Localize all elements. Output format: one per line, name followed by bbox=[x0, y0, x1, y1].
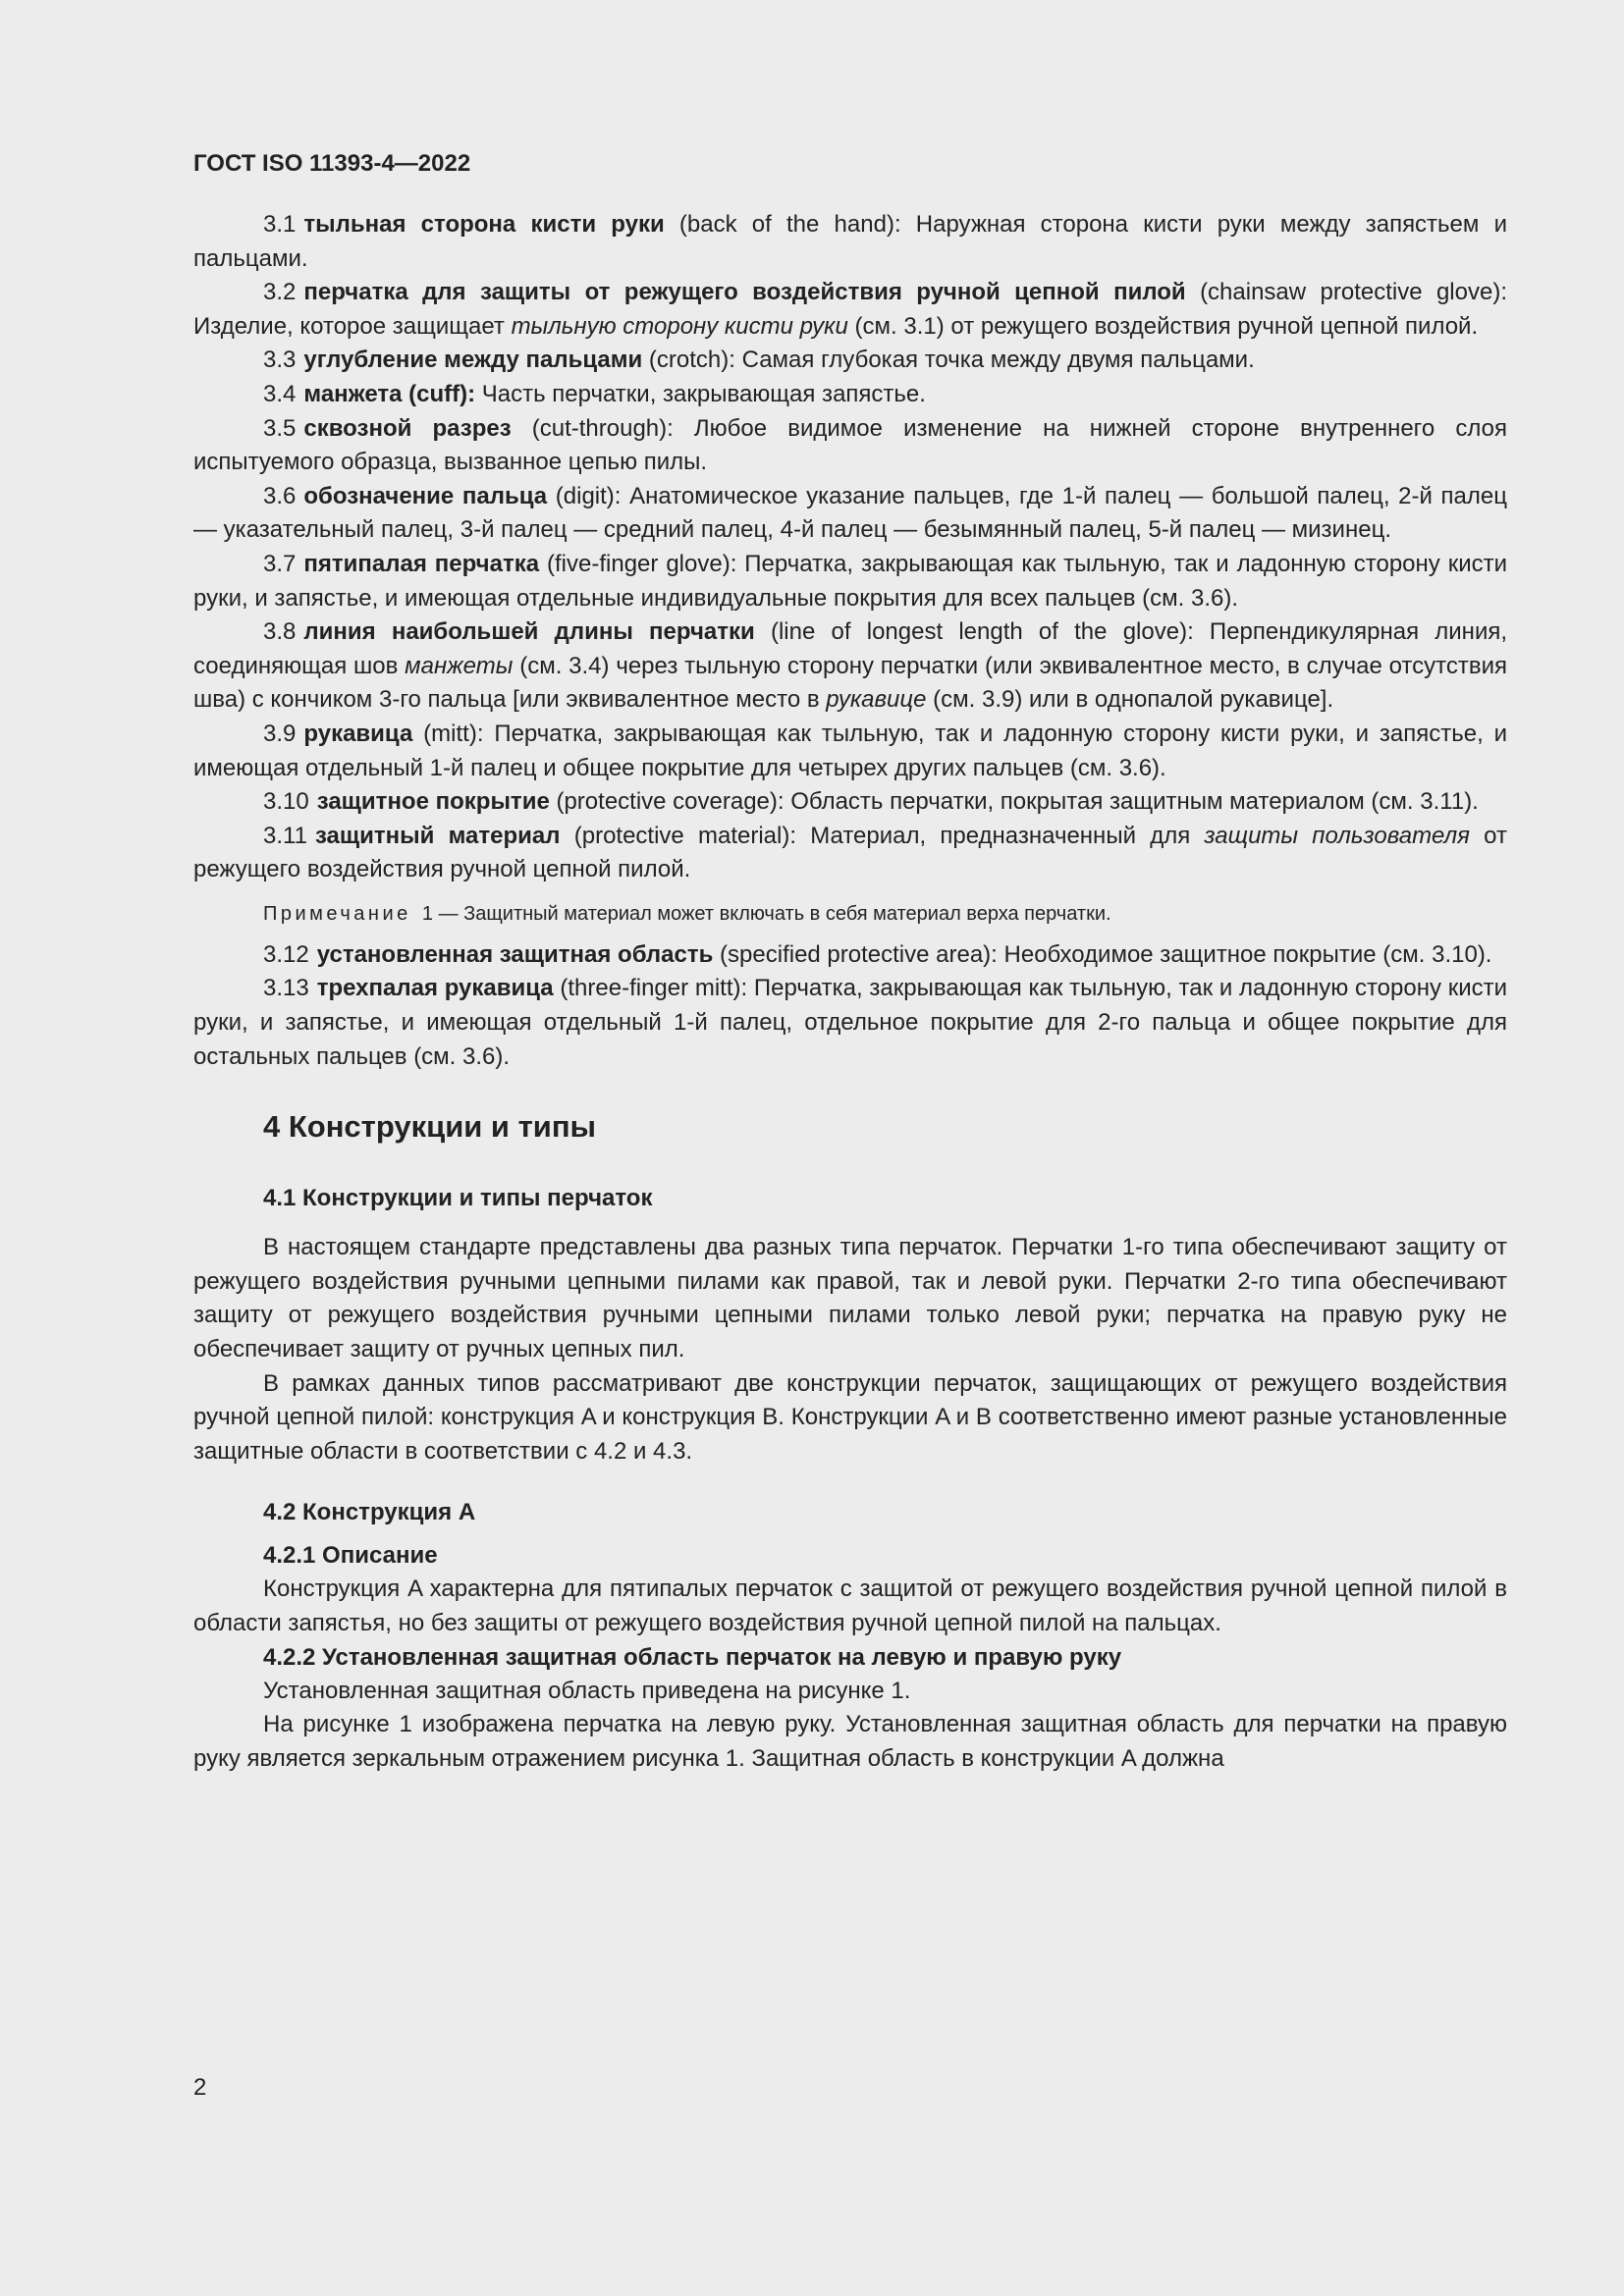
definition-text: (protective coverage): Область перчатки, покрытая защитным материалом (см. 3.11). bbox=[549, 788, 1479, 816]
definition-term: манжета (cuff): bbox=[303, 380, 476, 407]
definition-text: (digit): Анатомическое указание пальцев, где 1-й палец — большой палец, 2-й палец — указательный палец, 3-й палец — средний палец, 4-й палец — безымянный палец, 5-й палец — мизинец. bbox=[193, 482, 1507, 544]
definition-term: защитный материал bbox=[314, 822, 561, 849]
definition-text: от режущего воздействия ручной цепной пилой. bbox=[193, 822, 1507, 883]
section-4-2-2-paragraph-2: На рисунке 1 изображена перчатка на левую руку. Установленная защитная область для перчатки на правую руку является зеркальным отражением рисунка 1. Защитная область в конструкции A должна bbox=[193, 1711, 1507, 1772]
note bbox=[193, 899, 1507, 929]
definition-text: (mitt): Перчатка, закрывающая как тыльную, так и ладонную сторону кисти руки, и запястье, и имеющая отдельный 1-й палец и общее покрытие для четырех других пальцев (см. 3.6). bbox=[193, 720, 1507, 781]
definition-number: 3.4 bbox=[263, 380, 297, 407]
definition-term: пятипалая перчатка bbox=[303, 550, 540, 577]
definition-3-2 bbox=[193, 276, 1507, 344]
definition-text: (three-finger mitt): Перчатка, закрывающая как тыльную, так и ладонную сторону кисти руки, и запястье, и имеющая отдельный 1-й палец, отдельное покрытие для 2-го пальца и общее покрытие для остальных пальцев (см. 3.6). bbox=[193, 975, 1508, 1070]
definition-number: 3.2 bbox=[263, 279, 297, 306]
section-4-2-2-title: 4.2.2 Установленная защитная область перчаток на левую и правую руку bbox=[263, 1643, 1122, 1671]
definition-3-12 bbox=[193, 938, 1507, 973]
document-header: ГОСТ ISO 11393-4—2022 bbox=[193, 150, 471, 177]
definition-text: (см. 3.1) от режущего воздействия ручной цепной пилой. bbox=[847, 312, 1479, 340]
definition-3-7 bbox=[193, 548, 1507, 615]
definition-number: 3.13 bbox=[263, 975, 309, 1002]
definition-text: Часть перчатки, закрывающая запястье. bbox=[475, 380, 926, 407]
section-4-2-1-title: 4.2.1 Описание bbox=[263, 1542, 438, 1570]
definition-term: перчатка для защиты от режущего воздействия ручной цепной пилой bbox=[303, 279, 1186, 306]
definition-reference: защиты пользователя bbox=[1204, 822, 1470, 849]
page-number: 2 bbox=[193, 2074, 207, 2101]
document-page bbox=[193, 147, 1507, 1776]
section-4-1-title: 4.1 Конструкции и типы перчаток bbox=[263, 1185, 653, 1212]
definition-number: 3.12 bbox=[263, 940, 309, 968]
definition-text: (line of longest length of the glove): Перпендикулярная линия, соединяющая шов bbox=[193, 618, 1508, 679]
definition-term: линия наибольшей длины перчатки bbox=[303, 618, 755, 646]
section-4-title: 4 Конструкции и типы bbox=[263, 1109, 597, 1145]
definition-number: 3.11 bbox=[263, 822, 307, 849]
definition-term: обозначение пальца bbox=[303, 482, 548, 509]
definition-3-11 bbox=[193, 820, 1507, 887]
definition-number: 3.5 bbox=[263, 414, 297, 442]
definition-reference: манжеты bbox=[405, 652, 514, 679]
definition-text: (chainsaw protective glove): Изделие, которое защищает bbox=[193, 279, 1507, 340]
definition-term: рукавица bbox=[303, 720, 413, 747]
definition-text: (protective material): Материал, предназначенный для bbox=[560, 822, 1205, 849]
definition-3-1 bbox=[193, 208, 1507, 276]
definition-text: (five-finger glove): Перчатка, закрывающая как тыльную, так и ладонную сторону кисти руки, и запястье, и имеющая отдельные индивидуальные покрытия для всех пальцев (см. 3.6). bbox=[193, 550, 1508, 612]
definition-3-10 bbox=[193, 785, 1507, 820]
definitions-list bbox=[193, 208, 1507, 887]
definition-number: 3.3 bbox=[263, 347, 297, 374]
definition-term: сквозной разрез bbox=[303, 414, 512, 442]
definition-number: 3.6 bbox=[263, 482, 297, 509]
note-text: 1 — Защитный материал может включать в себя материал верха перчатки. bbox=[421, 902, 1111, 925]
definition-term: углубление между пальцами bbox=[303, 347, 643, 374]
definitions-list-2 bbox=[193, 938, 1507, 1074]
definition-text: (см. 3.4) через тыльную сторону перчатки (или эквивалентное место, в случае отсутствия шва) с кончиком 3-го пальца [или эквивалентное место в bbox=[193, 652, 1508, 714]
definition-3-6 bbox=[193, 480, 1507, 548]
definition-text: (crotch): Самая глубокая точка между двумя пальцами. bbox=[642, 347, 1255, 374]
definition-3-4 bbox=[193, 378, 1507, 412]
definition-text: (specified protective area): Необходимое защитное покрытие (см. 3.10). bbox=[713, 940, 1492, 968]
definition-reference: тыльную сторону кисти руки bbox=[511, 312, 848, 340]
definition-3-5 bbox=[193, 412, 1507, 480]
section-4-2-2-paragraph-1: Установленная защитная область приведена на рисунке 1. bbox=[263, 1677, 911, 1704]
definition-3-3 bbox=[193, 344, 1507, 378]
section-4-2-1-paragraph: Конструкция A характерна для пятипалых перчаток с защитой от режущего воздействия ручной цепной пилой в области запястья, но без защиты от режущего воздействия ручной цепной пилой на пальцах. bbox=[193, 1575, 1507, 1636]
section-4-1-paragraph-2: В рамках данных типов рассматривают две конструкции перчаток, защищающих от режущего воздействия ручной цепной пилой: конструкция A и конструкция B. Конструкции A и B соответственно имеют разные установленные защитные области в соответствии с 4.2 и 4.3. bbox=[193, 1369, 1507, 1465]
definition-text: (cut-through): Любое видимое изменение на нижней стороне внутреннего слоя испытуемого образца, вызванное цепью пилы. bbox=[193, 414, 1507, 476]
definition-text: (back of the hand): Наружная сторона кисти руки между запястьем и пальцами. bbox=[193, 211, 1507, 272]
definition-reference: рукавице bbox=[826, 686, 927, 714]
definition-number: 3.7 bbox=[263, 550, 297, 577]
section-4-2-title: 4.2 Конструкция A bbox=[263, 1499, 476, 1526]
definition-number: 3.8 bbox=[263, 618, 297, 646]
note-label: Примечание bbox=[263, 902, 411, 925]
definition-term: установленная защитная область bbox=[316, 940, 714, 968]
definition-term: тыльная сторона кисти руки bbox=[303, 211, 665, 238]
definition-number: 3.1 bbox=[263, 211, 297, 238]
definition-3-9 bbox=[193, 718, 1507, 785]
definition-text: (см. 3.9) или в однопалой рукавице]. bbox=[926, 686, 1334, 714]
definition-number: 3.10 bbox=[263, 788, 309, 816]
definition-3-8 bbox=[193, 615, 1507, 718]
section-4-1-paragraph-1: В настоящем стандарте представлены два разных типа перчаток. Перчатки 1-го типа обеспечивают защиту от режущего воздействия ручными цепными пилами как правой, так и левой руки. Перчатки 2-го типа обеспечивают защиту от режущего воздействия ручными цепными пилами только левой руки; перчатка на правую руку не обеспечивает защиту от ручных цепных пил. bbox=[193, 1234, 1507, 1363]
definition-term: защитное покрытие bbox=[316, 788, 550, 816]
definition-number: 3.9 bbox=[263, 720, 297, 747]
definition-term: трехпалая рукавица bbox=[316, 975, 554, 1002]
definition-3-13 bbox=[193, 972, 1507, 1074]
